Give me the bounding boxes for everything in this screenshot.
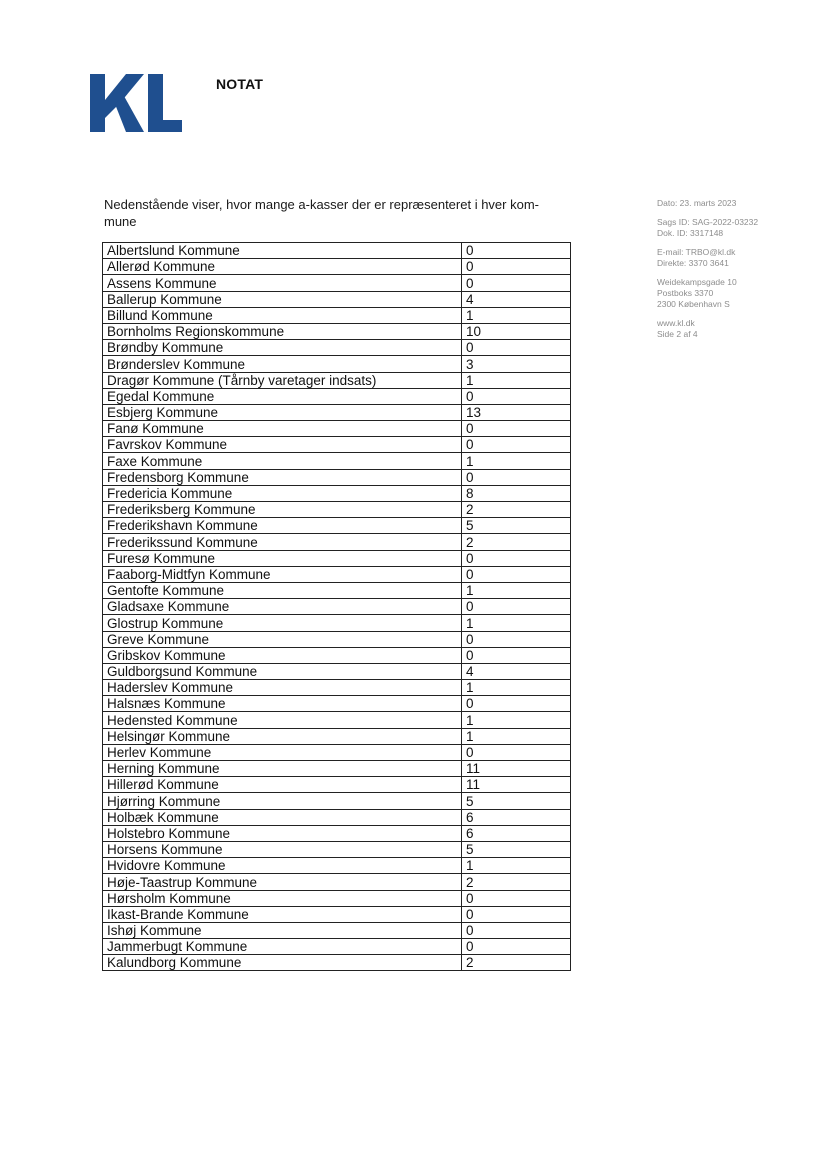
kommune-name-cell: Hvidovre Kommune <box>103 858 462 874</box>
a-kasse-count-cell: 10 <box>462 323 571 339</box>
a-kasse-count-cell: 5 <box>462 518 571 534</box>
kommune-name-cell: Greve Kommune <box>103 631 462 647</box>
kommune-name-cell: Fredensborg Kommune <box>103 469 462 485</box>
date-group <box>657 198 758 209</box>
page-number: Side 2 af 4 <box>657 329 698 339</box>
kommune-name-cell: Fanø Kommune <box>103 421 462 437</box>
a-kasse-count-cell: 0 <box>462 566 571 582</box>
kommune-name-cell: Bornholms Regionskommune <box>103 323 462 339</box>
doc-id-line: Dok. ID: 3317148 <box>657 228 724 238</box>
table-row <box>103 340 571 356</box>
a-kasse-count-cell: 11 <box>462 777 571 793</box>
table-row <box>103 615 571 631</box>
kommune-name-cell: Brøndby Kommune <box>103 340 462 356</box>
table-row <box>103 372 571 388</box>
contact-group <box>657 247 758 269</box>
kommune-name-cell: Faaborg-Midtfyn Kommune <box>103 566 462 582</box>
a-kasse-count-cell: 1 <box>462 453 571 469</box>
table-row <box>103 291 571 307</box>
web-line: www.kl.dk <box>657 318 695 328</box>
kommune-name-cell: Gentofte Kommune <box>103 582 462 598</box>
table-row <box>103 809 571 825</box>
kommune-name-cell: Helsingør Kommune <box>103 728 462 744</box>
kommune-name-cell: Guldborgsund Kommune <box>103 663 462 679</box>
table-row <box>103 485 571 501</box>
table-row <box>103 728 571 744</box>
table-row <box>103 890 571 906</box>
a-kasse-count-cell: 1 <box>462 712 571 728</box>
kommune-name-cell: Assens Kommune <box>103 275 462 291</box>
table-row <box>103 696 571 712</box>
kommune-table-body <box>103 243 571 971</box>
kommune-name-cell: Haderslev Kommune <box>103 680 462 696</box>
intro-paragraph: Nedenstående viser, hvor mange a-kasser der er repræsenteret i hver kom-mune <box>104 197 539 229</box>
a-kasse-count-cell: 2 <box>462 874 571 890</box>
kommune-name-cell: Jammerbugt Kommune <box>103 939 462 955</box>
kommune-name-cell: Faxe Kommune <box>103 453 462 469</box>
kommune-name-cell: Kalundborg Kommune <box>103 955 462 971</box>
table-row <box>103 841 571 857</box>
table-row <box>103 939 571 955</box>
table-row <box>103 243 571 259</box>
kommune-name-cell: Herning Kommune <box>103 761 462 777</box>
table-row <box>103 323 571 339</box>
a-kasse-count-cell: 8 <box>462 485 571 501</box>
kommune-name-cell: Gribskov Kommune <box>103 647 462 663</box>
kommune-name-cell: Høje-Taastrup Kommune <box>103 874 462 890</box>
a-kasse-count-cell: 2 <box>462 534 571 550</box>
table-row <box>103 955 571 971</box>
case-id-line: Sags ID: SAG-2022-03232 <box>657 217 759 227</box>
kommune-name-cell: Egedal Kommune <box>103 388 462 404</box>
a-kasse-count-cell: 5 <box>462 793 571 809</box>
kommune-name-cell: Halsnæs Kommune <box>103 696 462 712</box>
a-kasse-count-cell: 0 <box>462 259 571 275</box>
table-row <box>103 793 571 809</box>
a-kasse-count-cell: 1 <box>462 372 571 388</box>
a-kasse-count-cell: 1 <box>462 680 571 696</box>
kommune-name-cell: Hillerød Kommune <box>103 777 462 793</box>
a-kasse-count-cell: 0 <box>462 939 571 955</box>
email-line: E-mail: TRBO@kl.dk <box>657 247 736 257</box>
a-kasse-count-cell: 2 <box>462 502 571 518</box>
table-row <box>103 437 571 453</box>
kl-logo <box>90 74 182 132</box>
a-kasse-count-cell: 0 <box>462 421 571 437</box>
table-row <box>103 582 571 598</box>
kommune-name-cell: Hjørring Kommune <box>103 793 462 809</box>
a-kasse-count-cell: 0 <box>462 890 571 906</box>
table-row <box>103 388 571 404</box>
kommune-name-cell: Holstebro Kommune <box>103 825 462 841</box>
kommune-name-cell: Albertslund Kommune <box>103 243 462 259</box>
a-kasse-count-cell: 1 <box>462 615 571 631</box>
a-kasse-count-cell: 1 <box>462 582 571 598</box>
kommune-name-cell: Gladsaxe Kommune <box>103 599 462 615</box>
table-row <box>103 566 571 582</box>
kommune-name-cell: Esbjerg Kommune <box>103 404 462 420</box>
a-kasse-count-cell: 0 <box>462 906 571 922</box>
table-row <box>103 259 571 275</box>
a-kasse-count-cell: 6 <box>462 809 571 825</box>
a-kasse-count-cell: 0 <box>462 922 571 938</box>
table-row <box>103 502 571 518</box>
kommune-name-cell: Allerød Kommune <box>103 259 462 275</box>
a-kasse-count-cell: 6 <box>462 825 571 841</box>
a-kasse-count-cell: 0 <box>462 243 571 259</box>
kommune-name-cell: Glostrup Kommune <box>103 615 462 631</box>
a-kasse-count-cell: 0 <box>462 599 571 615</box>
table-row <box>103 712 571 728</box>
a-kasse-count-cell: 3 <box>462 356 571 372</box>
kommune-name-cell: Fredericia Kommune <box>103 485 462 501</box>
a-kasse-count-cell: 0 <box>462 275 571 291</box>
sidebar-metadata <box>657 198 758 348</box>
a-kasse-count-cell: 1 <box>462 728 571 744</box>
table-row <box>103 744 571 760</box>
address-line-3: 2300 København S <box>657 299 730 309</box>
direct-phone-line: Direkte: 3370 3641 <box>657 258 729 268</box>
table-row <box>103 275 571 291</box>
table-row <box>103 858 571 874</box>
table-row <box>103 421 571 437</box>
kommune-name-cell: Dragør Kommune (Tårnby varetager indsats) <box>103 372 462 388</box>
a-kasse-count-cell: 4 <box>462 663 571 679</box>
kommune-name-cell: Horsens Kommune <box>103 841 462 857</box>
table-row <box>103 453 571 469</box>
a-kasse-count-cell: 0 <box>462 744 571 760</box>
kommune-name-cell: Holbæk Kommune <box>103 809 462 825</box>
table-row <box>103 777 571 793</box>
a-kasse-count-cell: 2 <box>462 955 571 971</box>
kommune-name-cell: Ikast-Brande Kommune <box>103 906 462 922</box>
address-group <box>657 277 758 310</box>
a-kasse-count-cell: 5 <box>462 841 571 857</box>
address-line-1: Weidekampsgade 10 <box>657 277 737 287</box>
a-kasse-count-cell: 13 <box>462 404 571 420</box>
table-row <box>103 761 571 777</box>
kommune-name-cell: Hedensted Kommune <box>103 712 462 728</box>
a-kasse-count-cell: 0 <box>462 631 571 647</box>
kommune-name-cell: Frederiksberg Kommune <box>103 502 462 518</box>
table-row <box>103 680 571 696</box>
date-line: Dato: 23. marts 2023 <box>657 198 737 208</box>
kommune-name-cell: Furesø Kommune <box>103 550 462 566</box>
kommune-name-cell: Favrskov Kommune <box>103 437 462 453</box>
a-kasse-count-cell: 1 <box>462 858 571 874</box>
a-kasse-count-cell: 0 <box>462 696 571 712</box>
table-row <box>103 906 571 922</box>
a-kasse-count-cell: 0 <box>462 388 571 404</box>
table-row <box>103 663 571 679</box>
address-line-2: Postboks 3370 <box>657 288 714 298</box>
table-row <box>103 874 571 890</box>
a-kasse-count-cell: 11 <box>462 761 571 777</box>
table-row <box>103 631 571 647</box>
kommune-name-cell: Frederikssund Kommune <box>103 534 462 550</box>
a-kasse-count-cell: 1 <box>462 307 571 323</box>
a-kasse-count-cell: 0 <box>462 469 571 485</box>
a-kasse-count-cell: 0 <box>462 340 571 356</box>
web-group <box>657 318 758 340</box>
a-kasse-count-cell: 0 <box>462 550 571 566</box>
table-row <box>103 599 571 615</box>
id-group <box>657 217 758 239</box>
kommune-name-cell: Ishøj Kommune <box>103 922 462 938</box>
table-row <box>103 825 571 841</box>
table-row <box>103 534 571 550</box>
table-row <box>103 356 571 372</box>
kommune-name-cell: Hørsholm Kommune <box>103 890 462 906</box>
table-row <box>103 647 571 663</box>
table-row <box>103 307 571 323</box>
a-kasse-count-cell: 0 <box>462 647 571 663</box>
kommune-name-cell: Herlev Kommune <box>103 744 462 760</box>
kommune-name-cell: Billund Kommune <box>103 307 462 323</box>
table-row <box>103 550 571 566</box>
document-type-label: NOTAT <box>216 76 264 92</box>
table-row <box>103 469 571 485</box>
kommune-table <box>102 242 571 971</box>
table-row <box>103 404 571 420</box>
kommune-name-cell: Brønderslev Kommune <box>103 356 462 372</box>
table-row <box>103 922 571 938</box>
kommune-name-cell: Frederikshavn Kommune <box>103 518 462 534</box>
a-kasse-count-cell: 4 <box>462 291 571 307</box>
table-row <box>103 518 571 534</box>
kommune-name-cell: Ballerup Kommune <box>103 291 462 307</box>
a-kasse-count-cell: 0 <box>462 437 571 453</box>
